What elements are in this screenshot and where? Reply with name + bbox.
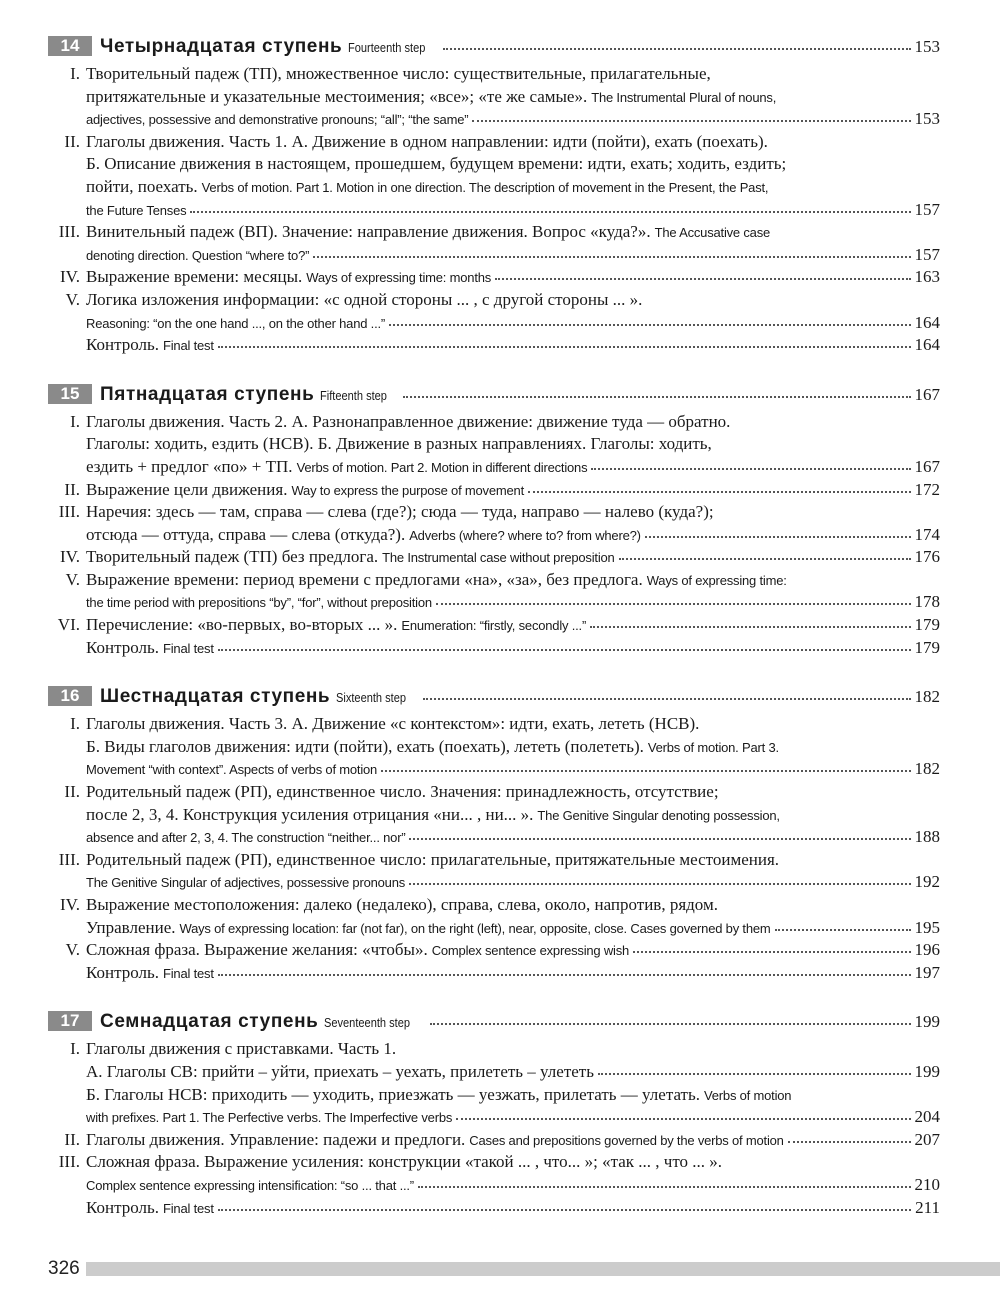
dot-leader xyxy=(423,698,911,700)
page-ref: 211 xyxy=(915,1197,940,1217)
entry-text-ru: Винительный падеж (ВП). Значение: направление движения. Вопрос «куда?». xyxy=(86,222,651,242)
entry-roman-numeral: II. xyxy=(64,1129,80,1149)
entry-text-en: Ways of expressing time: xyxy=(646,572,787,588)
page-number: 326 xyxy=(48,1258,80,1279)
entry-body xyxy=(86,289,940,334)
entry-line xyxy=(86,894,940,917)
entry-text-en: Final test xyxy=(163,965,214,981)
toc-entry[interactable] xyxy=(48,894,940,939)
entry-body xyxy=(86,479,940,502)
step-title-ru: Семнадцатая ступень xyxy=(100,1011,319,1033)
page-ref: 210 xyxy=(914,1174,940,1194)
dot-leader xyxy=(590,626,910,628)
entry-text-ru: Выражение цели движения. xyxy=(86,479,288,499)
page-ref: 182 xyxy=(914,759,940,779)
dot-leader xyxy=(218,649,911,651)
step-title-ru: Шестнадцатая ступень xyxy=(100,686,331,708)
entry-text-ru: Родительный падеж (РП), единственное число: прилагательные, притяжательные местоимения. xyxy=(86,849,780,869)
entry-text-ru: ездить + предлог «по» + ТП. xyxy=(86,456,293,476)
entry-line xyxy=(86,479,940,502)
dot-leader xyxy=(389,324,910,326)
entry-line xyxy=(86,939,940,962)
dot-leader xyxy=(403,396,910,398)
entry-body xyxy=(86,1151,940,1196)
step-heading[interactable] xyxy=(48,384,940,411)
dot-leader xyxy=(430,1023,911,1025)
entry-line xyxy=(86,591,940,614)
entry-text-en: Complex sentence expressing intensification: “so ... that ...” xyxy=(86,1177,414,1193)
toc-entry[interactable] xyxy=(48,939,940,962)
dot-leader xyxy=(598,1073,911,1075)
entry-line xyxy=(86,962,940,985)
entry-line xyxy=(86,524,940,547)
entry-text-en: Reasoning: “on the one hand ..., on the other hand ...” xyxy=(86,315,386,331)
dot-leader xyxy=(409,838,910,840)
page-ref: 199 xyxy=(914,1061,940,1081)
entry-text-en: Final test xyxy=(163,338,214,354)
entry-text-en: Complex sentence expressing wish xyxy=(431,943,630,959)
entry-text-ru: Контроль. xyxy=(86,637,159,657)
toc-entry[interactable] xyxy=(48,569,940,614)
entry-body xyxy=(86,849,940,894)
entry-text-ru: Выражение времени: месяцы. xyxy=(86,267,303,287)
entry-body xyxy=(86,266,940,289)
page-ref: 174 xyxy=(914,524,940,544)
dot-leader xyxy=(409,883,910,885)
entry-text-ru: Б. Описание движения в настоящем, прошедшем, будущем времени: идти, ехать; ходить, ездить; xyxy=(86,154,787,174)
dot-leader xyxy=(218,1209,911,1211)
entry-line xyxy=(86,917,940,940)
entry-text-ru: Глаголы движения с приставками. Часть 1. xyxy=(86,1039,397,1059)
entry-line xyxy=(86,849,940,872)
entry-text-en: Movement “with context”. Aspects of verbs of motion xyxy=(86,762,378,778)
entry-body xyxy=(86,781,940,849)
page-ref: 188 xyxy=(914,827,940,847)
entry-text-en: Ways of expressing location: far (not far), on the right (left), near, opposite, close. Cases governed by them xyxy=(179,920,771,936)
entry-roman-numeral xyxy=(48,1197,86,1220)
entry-roman-numeral: II. xyxy=(64,131,80,151)
entry-text-en: Verbs of motion xyxy=(704,1087,792,1103)
entry-line xyxy=(86,1174,940,1197)
entry-body xyxy=(86,334,940,357)
entry-text-ru: Сложная фраза. Выражение желания: «чтобы». xyxy=(86,940,428,960)
toc-entry[interactable] xyxy=(48,1151,940,1196)
entry-text-ru: Глаголы движения. Часть 2. А. Разнонаправленное движение: движение туда — обратно. xyxy=(86,411,731,431)
page-ref: 172 xyxy=(914,479,940,499)
dot-leader xyxy=(313,256,910,258)
entry-body xyxy=(86,63,940,131)
step-title-en: Fifteenth step xyxy=(320,387,388,403)
toc-section-15 xyxy=(48,384,940,660)
page-ref: 192 xyxy=(914,872,940,892)
entry-text-ru: Глаголы: ходить, ездить (НСВ). Б. Движение в разных направлениях. Глаголы: ходить, xyxy=(86,434,712,454)
page-ref: 204 xyxy=(914,1107,940,1127)
entry-text-ru: Контроль. xyxy=(86,962,159,982)
page-ref: 167 xyxy=(914,456,940,476)
dot-leader xyxy=(472,120,910,122)
entry-roman-numeral: III. xyxy=(58,222,80,242)
entry-line xyxy=(86,781,940,804)
step-number-badge: 17 xyxy=(48,1011,92,1031)
step-title-en: Seventeenth step xyxy=(324,1015,411,1031)
entry-text-ru: Б. Виды глаголов движения: идти (пойти), ехать (поехать), лететь (полететь). xyxy=(86,736,644,756)
dot-leader xyxy=(619,558,911,560)
entry-text-en: The Genitive Singular denoting possession, xyxy=(537,807,780,823)
page-ref: 163 xyxy=(914,267,940,287)
entry-roman-numeral: I. xyxy=(70,411,80,431)
footer-bar xyxy=(86,1262,1000,1276)
entry-text-ru: Наречия: здесь — там, справа — слева (где?); сюда — туда, направо — налево (куда?); xyxy=(86,502,714,522)
entry-text-ru: отсюда — оттуда, справа — слева (откуда?). xyxy=(86,524,406,544)
entry-line xyxy=(86,244,940,267)
entry-roman-numeral: V. xyxy=(65,569,80,589)
entry-line xyxy=(86,153,940,176)
dot-leader xyxy=(190,211,910,213)
toc-entry[interactable] xyxy=(48,849,940,894)
step-number-badge: 15 xyxy=(48,384,92,404)
dot-leader xyxy=(443,48,910,50)
entry-body xyxy=(86,637,940,660)
step-number-badge: 14 xyxy=(48,36,92,56)
dot-leader xyxy=(218,974,911,976)
entry-line xyxy=(86,456,940,479)
toc-entry[interactable] xyxy=(48,614,940,637)
dot-leader xyxy=(528,491,911,493)
table-of-contents xyxy=(48,36,940,1246)
entry-text-ru: Контроль. xyxy=(86,335,159,355)
page-ref: 157 xyxy=(914,244,940,264)
entry-line xyxy=(86,312,940,335)
dot-leader xyxy=(436,603,911,605)
entry-text-en: Final test xyxy=(163,1200,214,1216)
toc-entry[interactable] xyxy=(48,1038,940,1128)
entry-text-en: Verbs of motion. Part 3. xyxy=(647,739,779,755)
entry-line xyxy=(86,266,940,289)
page-ref: 153 xyxy=(914,37,940,56)
dot-leader xyxy=(775,929,911,931)
entry-line xyxy=(86,1084,940,1107)
step-heading[interactable] xyxy=(48,1011,940,1038)
entry-line xyxy=(86,199,940,222)
toc-entry[interactable] xyxy=(48,501,940,546)
entry-text-en: Verbs of motion. Part 1. Motion in one direction. The description of movement in the Present, the Past, xyxy=(201,179,769,195)
entry-text-en: Final test xyxy=(163,640,214,656)
entry-roman-numeral: II. xyxy=(64,782,80,802)
entry-text-en: The Accusative case xyxy=(654,225,771,241)
entry-text-ru: Выражение местоположения: далеко (недалеко), справа, слева, около, напротив, рядом. xyxy=(86,895,718,914)
entry-text-ru: Перечисление: «во-первых, во-вторых ... ». xyxy=(86,615,398,635)
page-ref: 157 xyxy=(914,199,940,219)
entry-text-en: Adverbs (where? where to? from where?) xyxy=(409,527,641,543)
entry-line xyxy=(86,63,940,86)
dot-leader xyxy=(456,1118,910,1120)
entry-roman-numeral: III. xyxy=(58,502,80,522)
toc-entry[interactable] xyxy=(48,546,940,569)
entry-text-en: The Instrumental case without preposition xyxy=(382,550,615,566)
entry-roman-numeral: II. xyxy=(64,479,80,499)
toc-entry[interactable] xyxy=(48,637,940,660)
entry-body xyxy=(86,962,940,985)
dot-leader xyxy=(381,770,910,772)
toc-section-14 xyxy=(48,36,940,357)
entry-roman-numeral: I. xyxy=(70,714,80,734)
entry-text-ru: Глаголы движения. Часть 1. А. Движение в одном направлении: идти (пойти), ехать (поехать). xyxy=(86,131,768,151)
toc-entry[interactable] xyxy=(48,411,940,479)
entry-body xyxy=(86,501,940,546)
entry-roman-numeral: IV. xyxy=(60,267,80,287)
entry-text-ru: Глаголы движения. Управление: падежи и предлоги. xyxy=(86,1129,466,1149)
entry-text-en: the time period with prepositions “by”, “for”, without preposition xyxy=(86,595,432,611)
entry-line xyxy=(86,804,940,827)
entry-text-en: with prefixes. Part 1. The Perfective verbs. The Imperfective verbs xyxy=(86,1110,453,1126)
entry-roman-numeral: I. xyxy=(70,64,80,83)
page-ref: 195 xyxy=(914,917,940,937)
entry-roman-numeral: I. xyxy=(70,1039,80,1059)
toc-entry[interactable] xyxy=(48,221,940,266)
entry-line xyxy=(86,1151,940,1174)
step-title-en: Fourteenth step xyxy=(348,40,426,55)
entry-body xyxy=(86,411,940,479)
toc-section-17 xyxy=(48,1011,940,1219)
toc-entry[interactable] xyxy=(48,1197,940,1220)
entry-line xyxy=(86,758,940,781)
toc-entry[interactable] xyxy=(48,131,940,221)
entry-roman-numeral xyxy=(48,637,86,660)
dot-leader xyxy=(788,1141,911,1143)
page-ref: 197 xyxy=(914,962,940,982)
page-ref: 207 xyxy=(914,1129,940,1149)
page-ref: 179 xyxy=(914,615,940,635)
step-heading[interactable] xyxy=(48,36,940,63)
page-ref: 164 xyxy=(914,312,940,332)
entry-body xyxy=(86,894,940,939)
page-ref: 199 xyxy=(914,1012,940,1032)
entry-line xyxy=(86,1038,940,1061)
entry-roman-numeral: V. xyxy=(65,940,80,960)
entry-body xyxy=(86,614,940,637)
toc-entry[interactable] xyxy=(48,289,940,334)
entry-text-ru: пойти, поехать. xyxy=(86,176,198,196)
entry-roman-numeral: III. xyxy=(58,849,80,869)
entry-line xyxy=(86,1106,940,1129)
entry-text-en: Verbs of motion. Part 2. Motion in different directions xyxy=(296,459,588,475)
entry-text-en: absence and after 2, 3, 4. The construction “neither... nor” xyxy=(86,830,406,846)
entry-line xyxy=(86,334,940,357)
entry-text-ru: после 2, 3, 4. Конструкция усиления отрицания «ни... , ни... ». xyxy=(86,804,534,824)
entry-line xyxy=(86,614,940,637)
page-footer xyxy=(48,1258,1000,1280)
entry-line xyxy=(86,289,940,312)
step-number-badge: 16 xyxy=(48,686,92,706)
entry-text-en: denoting direction. Question “where to?” xyxy=(86,247,310,263)
entry-roman-numeral: III. xyxy=(58,1152,80,1172)
dot-leader xyxy=(633,951,910,953)
toc-entry[interactable] xyxy=(48,266,940,289)
entry-roman-numeral: IV. xyxy=(60,895,80,914)
entry-line xyxy=(86,1129,940,1152)
entry-text-ru: Сложная фраза. Выражение усиления: конструкции «такой ... , что... »; «так ... , что ... ». xyxy=(86,1152,723,1172)
entry-body xyxy=(86,131,940,221)
entry-text-en: The Genitive Singular of adjectives, possessive pronouns xyxy=(86,875,406,891)
step-heading[interactable] xyxy=(48,686,940,713)
entry-line xyxy=(86,131,940,154)
entry-text-ru: Глаголы движения. Часть 3. А. Движение «с контекстом»: идти, ехать, лететь (НСВ). xyxy=(86,714,700,734)
entry-line xyxy=(86,108,940,131)
dot-leader xyxy=(591,468,910,470)
entry-line xyxy=(86,221,940,244)
entry-body xyxy=(86,1197,940,1220)
entry-line xyxy=(86,826,940,849)
page-ref: 164 xyxy=(914,335,940,355)
toc-entry[interactable] xyxy=(48,781,940,849)
entry-body xyxy=(86,1129,940,1152)
entry-text-ru: притяжательные и указательные местоимения; «все»; «те же самые». xyxy=(86,86,588,106)
step-title-ru: Четырнадцатая ступень xyxy=(100,36,343,57)
entry-roman-numeral xyxy=(48,334,86,357)
entry-text-ru: Творительный падеж (ТП), множественное число: существительные, прилагательные, xyxy=(86,64,711,83)
entry-roman-numeral: V. xyxy=(65,289,80,309)
toc-section-16 xyxy=(48,686,940,984)
toc-entry[interactable] xyxy=(48,1129,940,1152)
page-ref: 179 xyxy=(914,637,940,657)
toc-entry[interactable] xyxy=(48,713,940,781)
entry-text-ru: Логика изложения информации: «с одной стороны ... , с другой стороны ... ». xyxy=(86,289,643,309)
entry-text-en: Enumeration: “firstly, secondly ...” xyxy=(401,618,587,634)
toc-entry[interactable] xyxy=(48,479,940,502)
entry-text-ru: Управление. xyxy=(86,917,176,937)
entry-text-ru: А. Глаголы СВ: прийти – уйти, приехать – уехать, прилететь – улететь xyxy=(86,1061,594,1081)
dot-leader xyxy=(218,346,911,348)
entry-roman-numeral: VI. xyxy=(57,615,80,635)
entry-line xyxy=(86,433,940,456)
entry-line xyxy=(86,86,940,109)
entry-line xyxy=(86,546,940,569)
dot-leader xyxy=(495,278,910,280)
entry-text-en: Ways of expressing time: months xyxy=(306,270,492,286)
entry-body xyxy=(86,546,940,569)
toc-entry[interactable] xyxy=(48,63,940,131)
entry-line xyxy=(86,713,940,736)
step-title-ru: Пятнадцатая ступень xyxy=(100,383,315,405)
entry-body xyxy=(86,1038,940,1128)
entry-line xyxy=(86,176,940,199)
toc-entry[interactable] xyxy=(48,962,940,985)
entry-text-ru: Контроль. xyxy=(86,1197,159,1217)
entry-line xyxy=(86,1061,940,1084)
page-ref: 153 xyxy=(914,109,940,129)
entry-line xyxy=(86,736,940,759)
entry-text-ru: Творительный падеж (ТП) без предлога. xyxy=(86,547,379,567)
entry-body xyxy=(86,221,940,266)
entry-text-en: Cases and prepositions governed by the verbs of motion xyxy=(469,1132,784,1148)
step-title-en: Sixteenth step xyxy=(336,690,407,706)
entry-text-en: adjectives, possessive and demonstrative pronouns; “all”; “the same” xyxy=(86,112,469,128)
entry-body xyxy=(86,713,940,781)
entry-line xyxy=(86,411,940,434)
entry-text-ru: Б. Глаголы НСВ: приходить — уходить, приезжать — уезжать, прилетать — улетать. xyxy=(86,1084,700,1104)
entry-text-en: the Future Tenses xyxy=(86,202,187,218)
page-ref: 182 xyxy=(914,687,940,707)
dot-leader xyxy=(418,1186,911,1188)
page-ref: 178 xyxy=(914,592,940,612)
entry-line xyxy=(86,569,940,592)
toc-entry[interactable] xyxy=(48,334,940,357)
entry-body xyxy=(86,939,940,962)
entry-line xyxy=(86,637,940,660)
entry-text-ru: Родительный падеж (РП), единственное число. Значения: принадлежность, отсутствие; xyxy=(86,782,719,802)
dot-leader xyxy=(645,536,911,538)
entry-roman-numeral: IV. xyxy=(60,547,80,567)
entry-text-en: The Instrumental Plural of nouns, xyxy=(591,89,777,105)
page-ref: 176 xyxy=(914,547,940,567)
page-ref: 167 xyxy=(914,384,940,404)
entry-line xyxy=(86,871,940,894)
entry-text-en: Way to express the purpose of movement xyxy=(291,482,524,498)
entry-line xyxy=(86,1197,940,1220)
entry-body xyxy=(86,569,940,614)
entry-text-ru: Выражение времени: период времени с предлогами «на», «за», без предлога. xyxy=(86,569,643,589)
page-ref: 196 xyxy=(914,940,940,960)
entry-roman-numeral xyxy=(48,962,86,985)
entry-line xyxy=(86,501,940,524)
